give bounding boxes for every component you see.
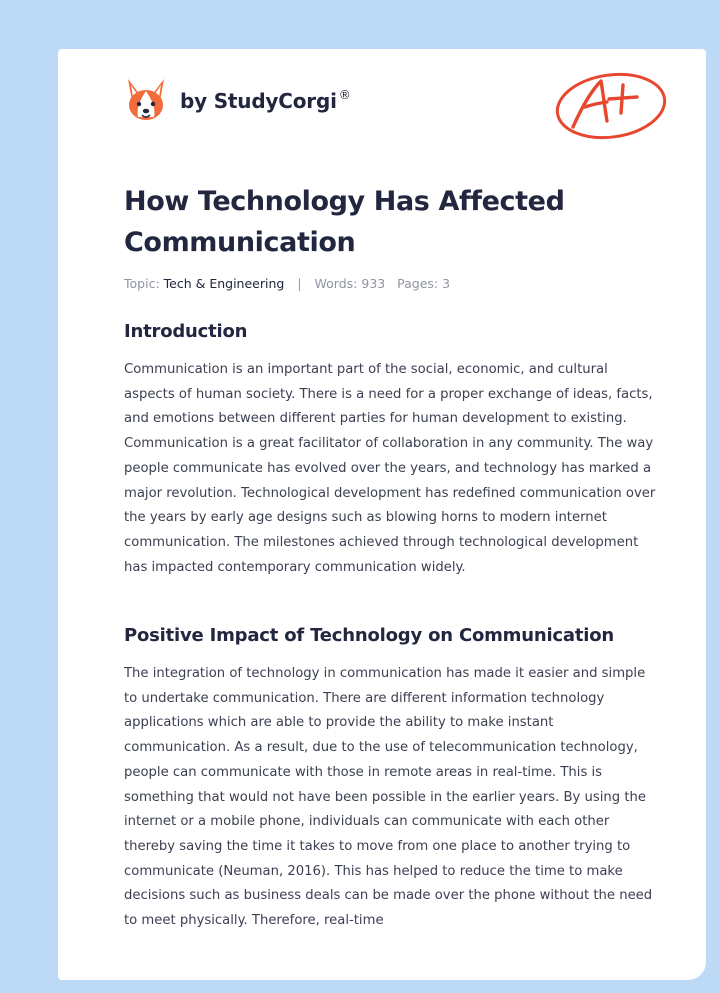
words-count: 933: [361, 276, 386, 291]
meta-separator: |: [297, 276, 302, 291]
studycorgi-logo[interactable]: [124, 77, 351, 123]
pages-label: Pages:: [397, 276, 439, 291]
section-body-positive-impact: The integration of technology in communication has made it easier and simple to undertake communication. There are different information technology applications which are able to provide the ability to make instant communication. As a result, due to the use of telecommunication technology, people can communicate with those in remote areas in real-time. This is something that would not have been possible in the earlier years. By using the internet or a mobile phone, individuals can communicate with each other thereby saving the time it takes to move from one place to another trying to communicate (Neuman, 2016). This has helped to reduce the time to make decisions such as business deals can be made over the phone without the need to meet physically. Therefore, real-time: [124, 666, 653, 929]
corgi-logo-icon: [124, 77, 168, 123]
section-heading-introduction: Introduction: [124, 321, 248, 342]
words-label: Words:: [314, 276, 358, 291]
topic-link[interactable]: Tech & Engineering: [163, 276, 285, 291]
section-heading-positive-impact: Positive Impact of Technology on Communication: [124, 625, 615, 646]
essay-page: [58, 49, 706, 980]
essay-meta: [124, 276, 450, 291]
brand-name: by StudyCorgi ®: [180, 87, 351, 113]
essay-title: How Technology Has Affected Communication: [124, 186, 565, 258]
topic-label: Topic:: [124, 276, 160, 291]
section-body-introduction: Communication is an important part of the social, economic, and cultural aspects of human society. There is a need for a proper exchange of ideas, facts, and emotions between different parties for human development to existing. Communication is a great facilitator of collaboration in any community. The way people communicate has evolved over the years, and technology has marked a major revolution. Technological development has redefined communication over the years by early age designs such as blowing horns to modern internet communication. The milestones achieved through technological development has impacted contemporary communication widely.: [124, 362, 656, 575]
a-plus-grade-icon: [551, 69, 669, 141]
pages-count: 3: [442, 276, 451, 291]
